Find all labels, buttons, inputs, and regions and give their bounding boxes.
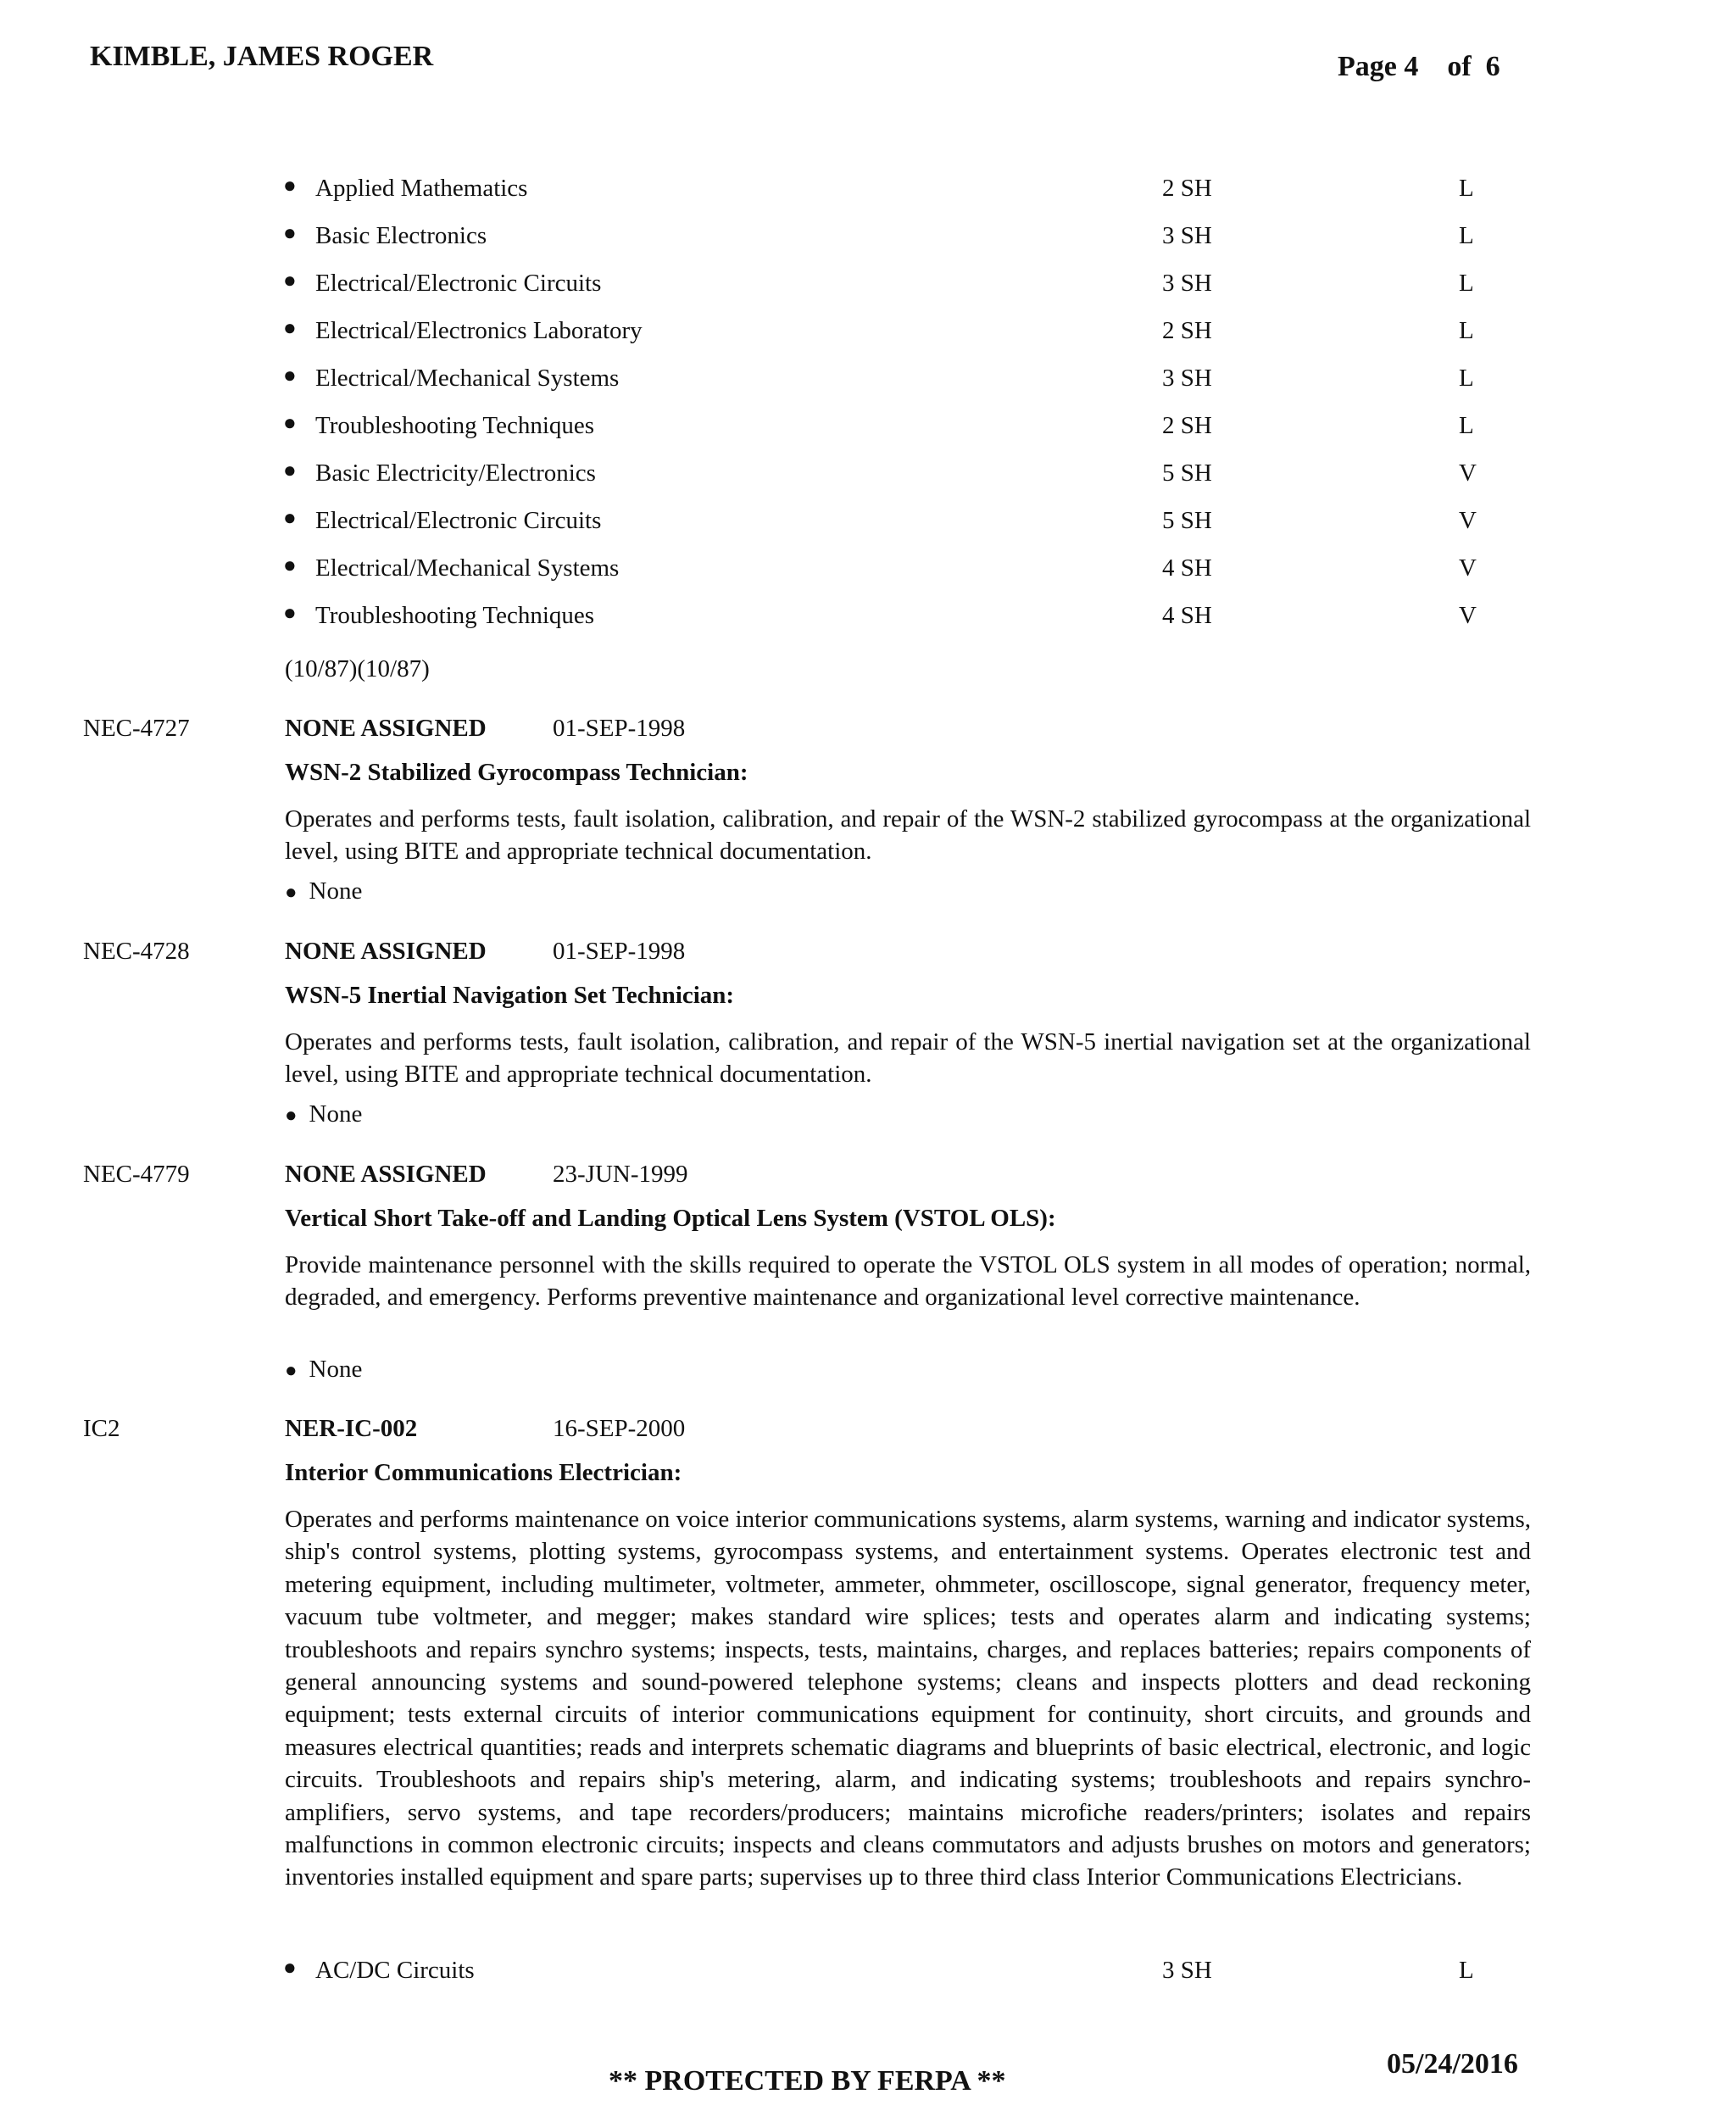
course-row — [280, 459, 1551, 493]
rating-code: NEC-4728 — [83, 938, 190, 965]
course-title: Troubleshooting Techniques — [315, 602, 595, 629]
course-row — [280, 317, 1551, 351]
ner-id: NONE ASSIGNED — [285, 938, 487, 965]
ner-id: NER-IC-002 — [285, 1415, 418, 1442]
course-credit: 5 SH — [1162, 459, 1212, 487]
entry-title: Interior Communications Electrician: — [285, 1459, 682, 1486]
bullet-icon: ● — [283, 505, 297, 530]
course-title: Troubleshooting Techniques — [315, 412, 595, 439]
course-title: Applied Mathematics — [315, 175, 528, 202]
course-level: L — [1459, 412, 1474, 439]
course-level: L — [1459, 270, 1474, 297]
rating-code: NEC-4727 — [83, 715, 190, 742]
entry-title: WSN-5 Inertial Navigation Set Technician: — [285, 982, 735, 1009]
entry-description: Operates and performs tests, fault isolation, calibration, and repair of the WSN-2 stabilized gyrocompass at the organizational level, using BITE and appropriate technical documentation. — [285, 805, 1531, 866]
bullet-icon: ● — [283, 600, 297, 625]
entry-description: Provide maintenance personnel with the skills required to operate the VSTOL OLS system in all modes of operation; normal, degraded, and emergency. Performs preventive maintenance and organizational level corrective maintenance. — [285, 1251, 1531, 1312]
course-row — [280, 365, 1551, 398]
entry-date: 01-SEP-1998 — [553, 715, 686, 742]
course-row — [280, 554, 1551, 588]
print-date: 05/24/2016 — [1387, 2048, 1518, 2080]
entry-date: 16-SEP-2000 — [553, 1415, 686, 1442]
credit-none: None — [309, 1356, 363, 1383]
course-credit: 2 SH — [1162, 175, 1212, 202]
course-credit: 3 SH — [1162, 270, 1212, 297]
rating-code: NEC-4779 — [83, 1161, 190, 1188]
course-row — [280, 270, 1551, 304]
entry-title: Vertical Short Take-off and Landing Optical Lens System (VSTOL OLS): — [285, 1205, 1056, 1232]
credit-item — [285, 1100, 362, 1128]
course-title: Electrical/Electronic Circuits — [315, 507, 602, 534]
rating-code: IC2 — [83, 1415, 120, 1442]
course-title: AC/DC Circuits — [315, 1957, 475, 1984]
course-credit: 3 SH — [1162, 222, 1212, 249]
course-row — [280, 222, 1551, 256]
course-row — [280, 412, 1551, 446]
course-title: Electrical/Electronics Laboratory — [315, 317, 643, 344]
date-note: (10/87)(10/87) — [285, 655, 430, 682]
course-level: L — [1459, 317, 1474, 344]
credit-item — [285, 877, 362, 905]
entry-date: 01-SEP-1998 — [553, 938, 686, 965]
course-title: Electrical/Mechanical Systems — [315, 365, 620, 392]
bullet-icon: ● — [283, 1955, 297, 1980]
ner-id: NONE ASSIGNED — [285, 1161, 487, 1188]
credit-item — [285, 1356, 362, 1384]
course-level: L — [1459, 222, 1474, 249]
course-credit: 2 SH — [1162, 317, 1212, 344]
bullet-icon: ● — [285, 1105, 298, 1127]
entry-description: Operates and performs maintenance on voice interior communications systems, alarm systems, warning and indicator systems, ship's control systems, plotting systems, gyrocompass systems, and entertainment systems. Operates electronic test and metering equipment, including multimeter, voltmeter, ammeter, ohmmeter, oscilloscope, signal generator, frequency meter, vacuum tube voltmeter, and megger; makes standard wire splices; tests and operates alarm and indicating systems; troubleshoots and repairs synchro systems; inspects, tests, maintains, charges, and replaces batteries; repairs components of general announcing systems and sound-powered telephone systems; cleans and inspects plotters and dead reckoning equipment; tests external circuits of interior communications equipment for continuity, short circuits, and grounds and measures electrical quantities; reads and interprets schematic diagrams and blueprints of basic electrical, electronic, and logic circuits. Troubleshoots and repairs ship's metering, alarm, and indicating systems; troubleshoots and repairs synchro-amplifiers, servo systems, and tape recorders/producers; maintains microfiche readers/printers; isolates and repairs malfunctions in common electronic circuits; inspects and cleans commutators and adjusts brushes on motors and generators; inventories installed equipment and spare parts; supervises up to three third class Interior Communications Electricians. — [285, 1506, 1531, 1891]
bullet-icon: ● — [283, 410, 297, 435]
course-level: L — [1459, 175, 1474, 202]
ferpa-notice: ** PROTECTED BY FERPA ** — [609, 2065, 1006, 2097]
bullet-icon: ● — [283, 268, 297, 292]
course-row — [280, 602, 1551, 636]
course-level: V — [1459, 459, 1477, 487]
course-credit: 3 SH — [1162, 1957, 1212, 1984]
course-title: Basic Electricity/Electronics — [315, 459, 596, 487]
course-title: Electrical/Electronic Circuits — [315, 270, 602, 297]
course-level: L — [1459, 365, 1474, 392]
bullet-icon: ● — [283, 220, 297, 245]
bullet-icon: ● — [283, 173, 297, 198]
bullet-icon: ● — [283, 315, 297, 340]
course-level: L — [1459, 1957, 1474, 1984]
entry-title: WSN-2 Stabilized Gyrocompass Technician: — [285, 759, 748, 786]
credit-none: None — [309, 1100, 363, 1128]
course-row — [280, 1957, 1551, 1991]
entry-description: Operates and performs tests, fault isolation, calibration, and repair of the WSN-5 inertial navigation set at the organizational level, using BITE and appropriate technical documentation. — [285, 1028, 1531, 1089]
course-credit: 4 SH — [1162, 554, 1212, 582]
course-credit: 5 SH — [1162, 507, 1212, 534]
course-credit: 4 SH — [1162, 602, 1212, 629]
entry-date: 23-JUN-1999 — [553, 1161, 688, 1188]
bullet-icon: ● — [283, 458, 297, 482]
ner-id: NONE ASSIGNED — [285, 715, 487, 742]
course-level: V — [1459, 554, 1477, 582]
course-level: V — [1459, 602, 1477, 629]
credit-none: None — [309, 877, 363, 905]
bullet-icon: ● — [285, 1360, 298, 1382]
course-title: Electrical/Mechanical Systems — [315, 554, 620, 582]
course-row — [280, 175, 1551, 209]
course-credit: 2 SH — [1162, 412, 1212, 439]
course-row — [280, 507, 1551, 541]
course-level: V — [1459, 507, 1477, 534]
page-number: Page 4 of 6 — [1338, 51, 1500, 82]
student-name: KIMBLE, JAMES ROGER — [90, 41, 434, 72]
bullet-icon: ● — [285, 882, 298, 904]
bullet-icon: ● — [283, 553, 297, 577]
course-credit: 3 SH — [1162, 365, 1212, 392]
course-title: Basic Electronics — [315, 222, 487, 249]
bullet-icon: ● — [283, 363, 297, 387]
